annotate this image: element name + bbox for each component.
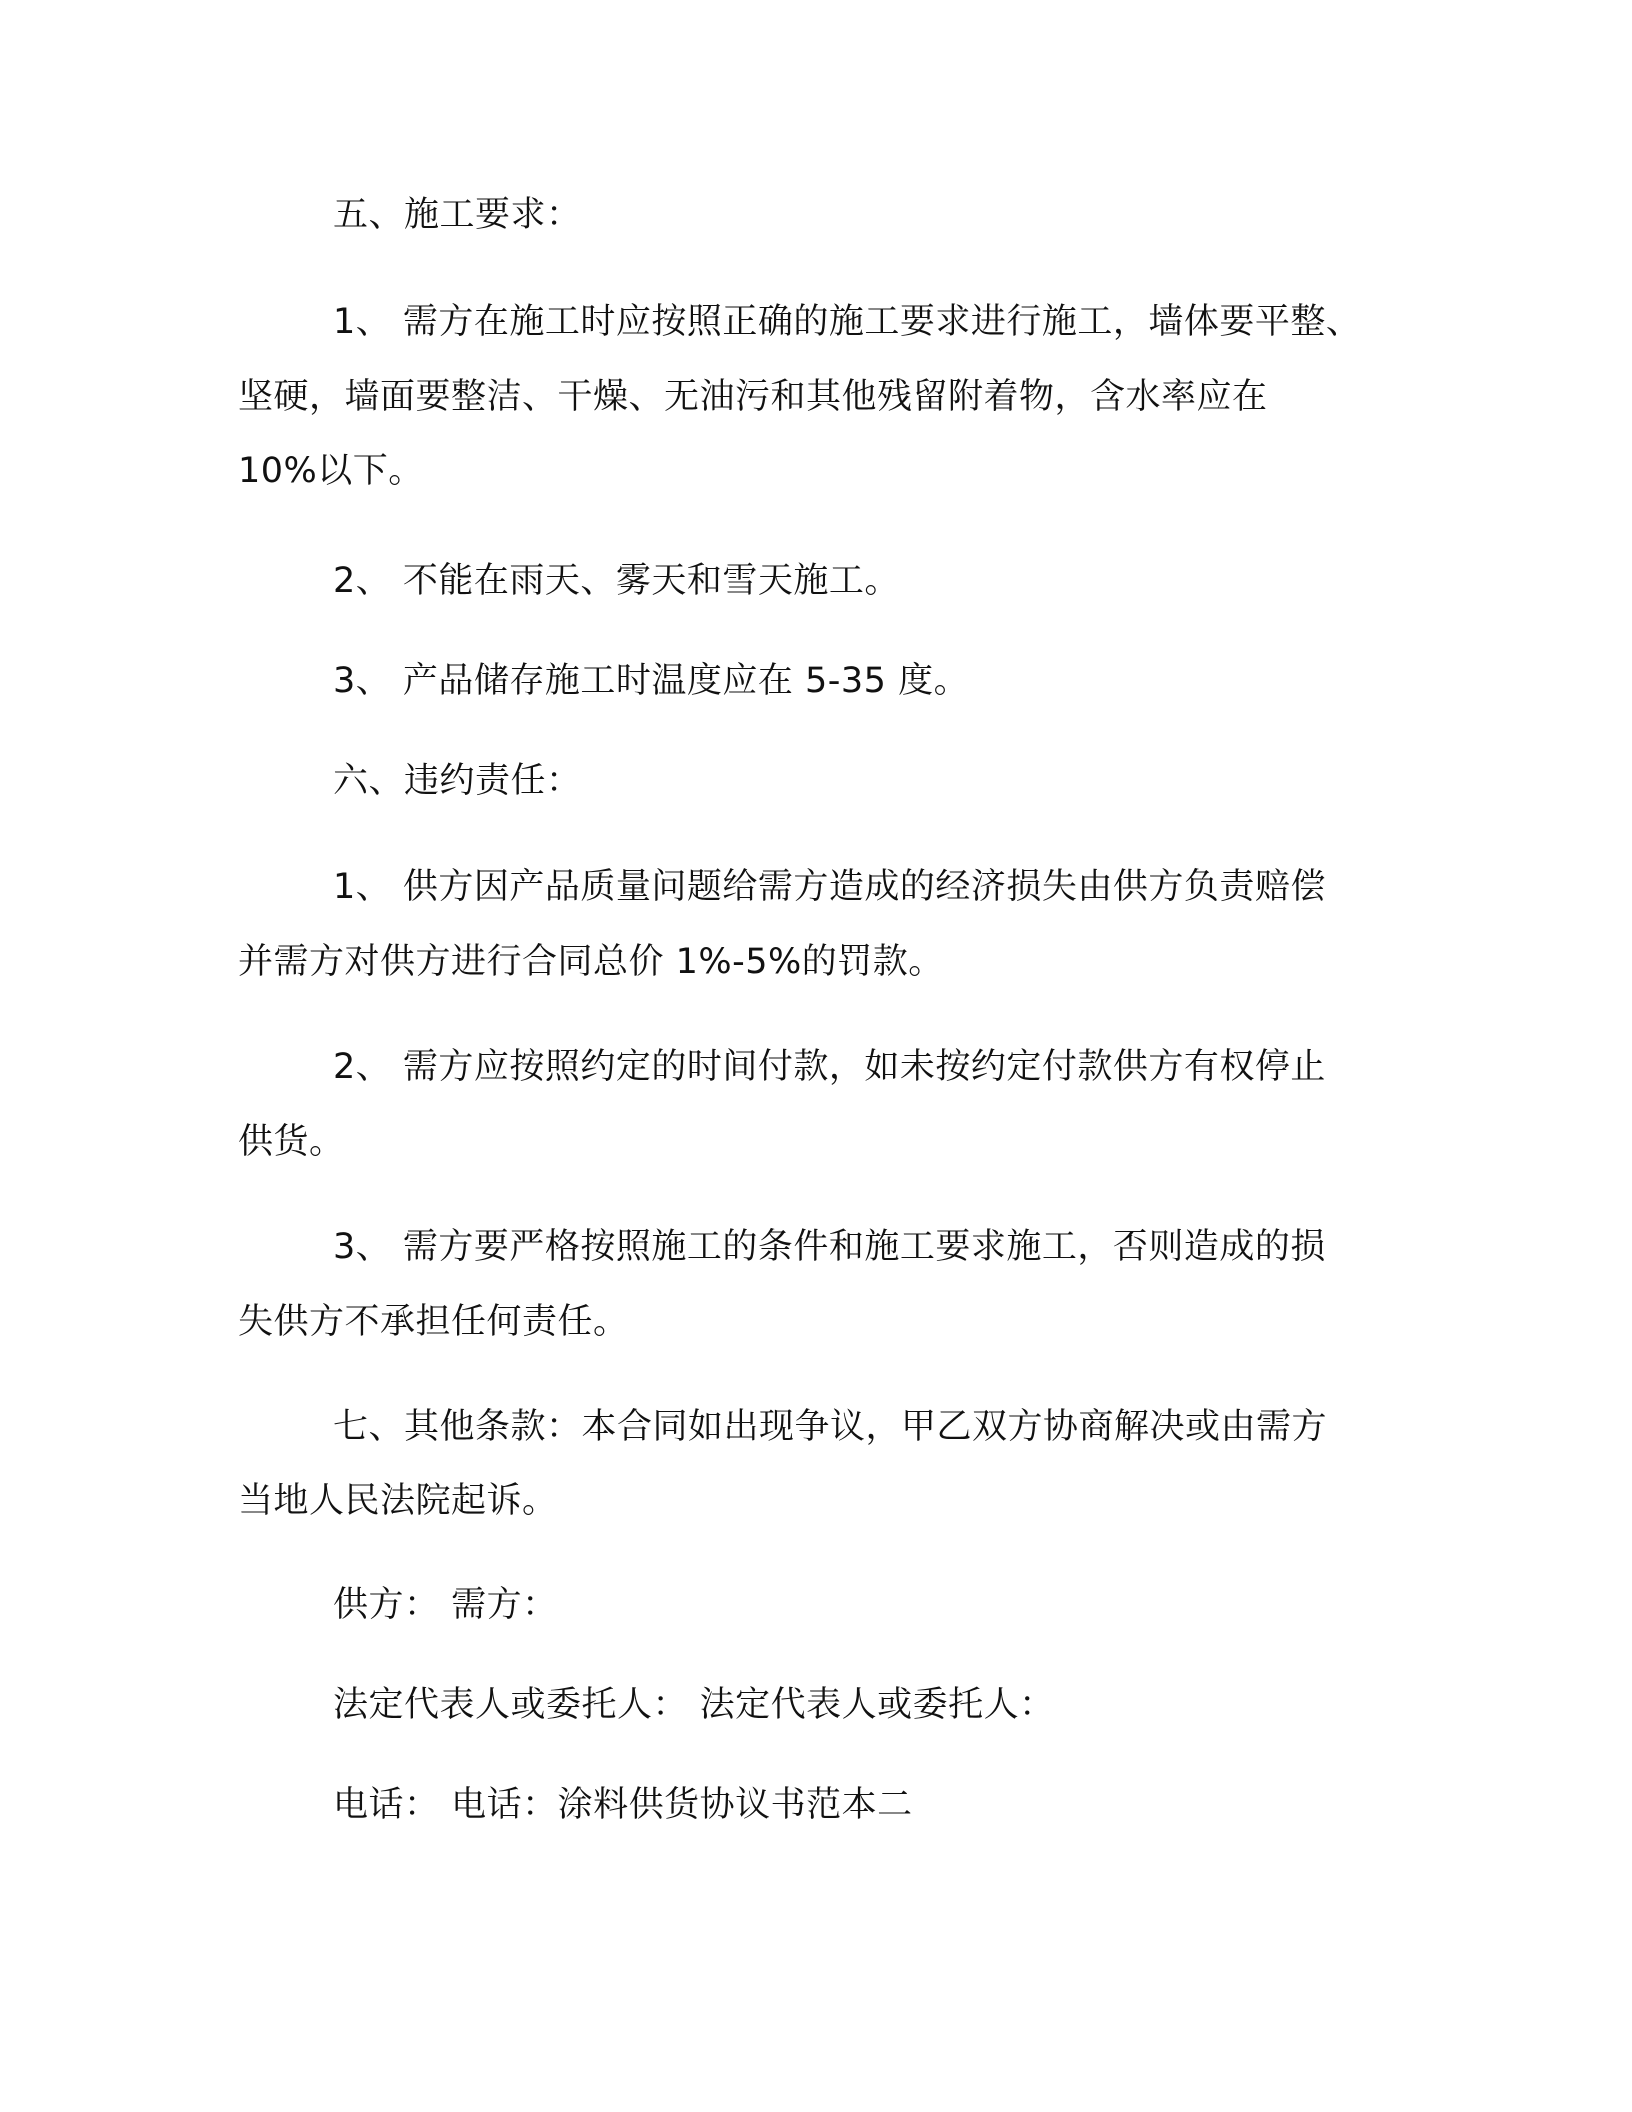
section-7-paragraph: 七、其他条款：本合同如出现争议，甲乙双方协商解决或由需方 <box>333 1407 1328 1447</box>
paragraph-line: 失供方不承担任何责任。 <box>238 1302 629 1342</box>
paragraph-line: 供货。 <box>238 1122 345 1162</box>
section-6-heading: 六、违约责任： <box>333 761 582 801</box>
paragraph-line: 1、 需方在施工时应按照正确的施工要求进行施工，墙体要平整、 <box>333 302 1362 342</box>
paragraph-line: 2、 不能在雨天、雾天和雪天施工。 <box>333 561 900 601</box>
section-5-heading: 五、施工要求： <box>333 195 582 235</box>
paragraph-line: 2、 需方应按照约定的时间付款，如未按约定付款供方有权停止 <box>333 1047 1326 1087</box>
paragraph-line: 10%以下。 <box>238 451 424 491</box>
paragraph-line: 1、 供方因产品质量问题给需方造成的经济损失由供方负责赔偿 <box>333 867 1326 907</box>
signature-parties: 供方： 需方： <box>333 1585 558 1625</box>
paragraph-line: 当地人民法院起诉。 <box>238 1481 558 1521</box>
signature-phones: 电话： 电话：涂料供货协议书范本二 <box>333 1785 913 1825</box>
paragraph-line: 3、 产品储存施工时温度应在 5-35 度。 <box>333 661 970 701</box>
paragraph-line: 并需方对供方进行合同总价 1%-5%的罚款。 <box>238 942 944 982</box>
paragraph-line: 3、 需方要严格按照施工的条件和施工要求施工，否则造成的损 <box>333 1227 1326 1267</box>
paragraph-line: 坚硬，墙面要整洁、干燥、无油污和其他残留附着物，含水率应在 <box>238 377 1268 417</box>
signature-representatives: 法定代表人或委托人： 法定代表人或委托人： <box>333 1685 1055 1725</box>
